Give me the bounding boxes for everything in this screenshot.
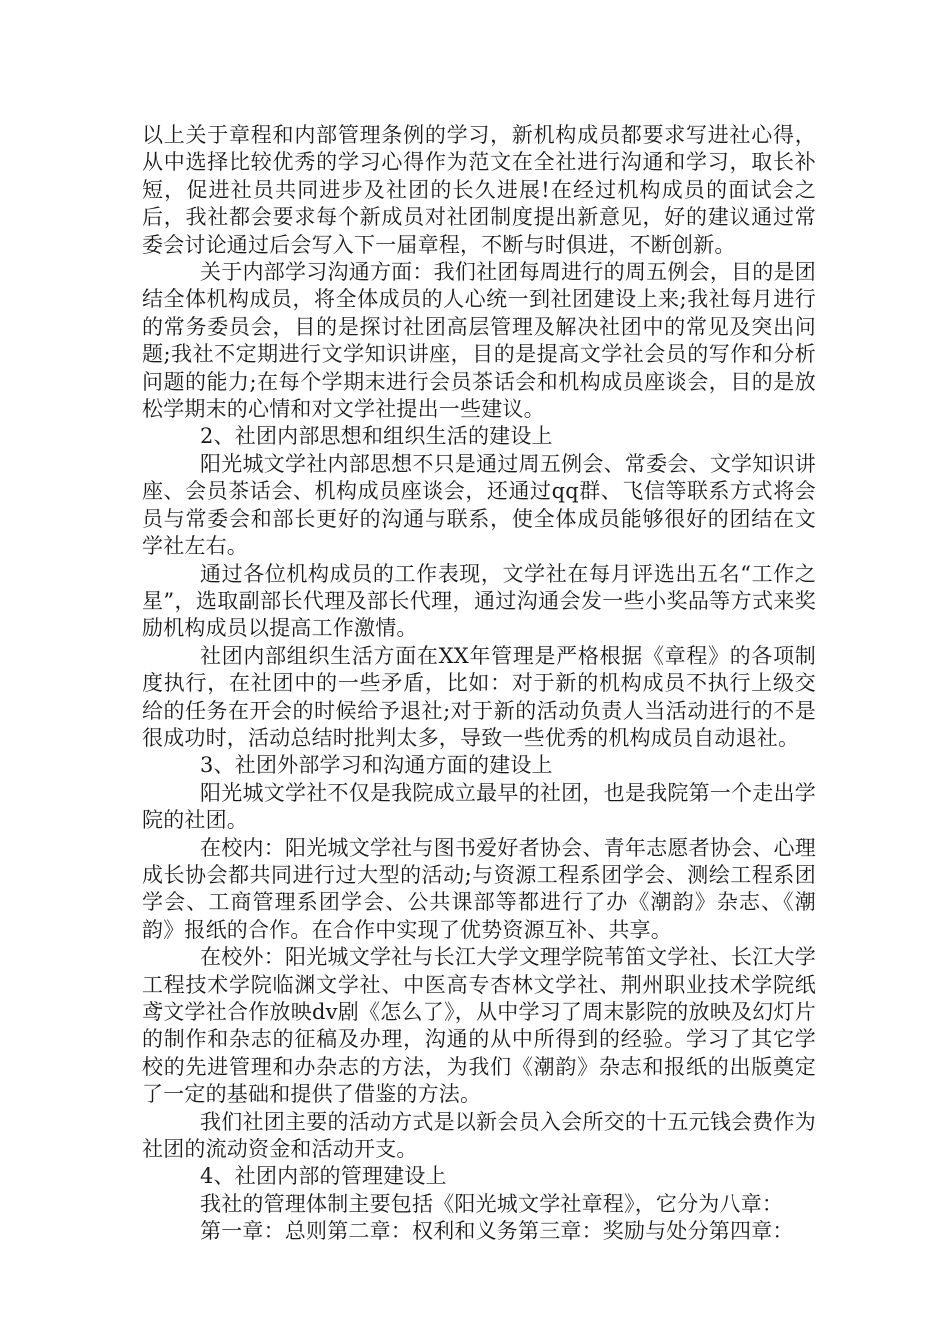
paragraph-3: 阳光城文学社内部思想不只是通过周五例会、常委会、文学知识讲座、会员茶话会、机构成员座谈会，还通过qq群、飞信等联系方式将会员与常委会和部长更好的沟通与联系，使全体成员能够很好的团结在文学社左右。 — [142, 451, 816, 559]
paragraph-4: 通过各位机构成员的工作表现，文学社在每月评选出五名“工作之星”，选取副部长代理及部长代理，通过沟通会发一些小奖品等方式来奖励机构成员以提高工作激情。 — [142, 561, 816, 641]
section-heading-2: 2、社团内部思想和组织生活的建设上 — [200, 424, 553, 449]
paragraph-1: 以上关于章程和内部管理条例的学习，新机构成员都要求写进社心得，从中选择比较优秀的学习心得作为范文在全社进行沟通和学习，取长补短，促进社员共同进步及社团的长久进展!在经过机构成员的面试会之后，我社都会要求每个新成员对社团制度提出新意见，好的建议通过常委会讨论通过后会写入下一届章程，不断与时俱进，不断创新。 — [142, 123, 816, 257]
paragraph-2: 关于内部学习沟通方面：我们社团每周进行的周五例会，目的是团结全体机构成员，将全体成员的人心统一到社团建设上来;我社每月进行的常务委员会，目的是探讨社团高层管理及解决社团中的常见及突出问题;我社不定期进行文学知识讲座，目的是提高文学社会员的写作和分析问题的能力;在每个学期末进行会员茶话会和机构成员座谈会，目的是放松学期末的心情和对文学社提出一些建议。 — [142, 260, 816, 422]
paragraph-9: 我们社团主要的活动方式是以新会员入会所交的十五元钱会费作为社团的流动资金和活动开支。 — [142, 1109, 816, 1162]
section-heading-3: 3、社团外部学习和沟通方面的建设上 — [200, 753, 553, 778]
paragraph-10: 我社的管理体制主要包括《阳光城文学社章程》，它分为八章： — [200, 1191, 784, 1216]
paragraph-5: 社团内部组织生活方面在XX年管理是严格根据《章程》的各项制度执行，在社团中的一些矛盾，比如：对于新的机构成员不执行上级交给的任务在开会的时候给予退社;对于新的活动负责人当活动进行的不是很成功时，活动总结时批判太多，导致一些优秀的机构成员自动退社。 — [142, 643, 816, 750]
paragraph-7: 在校内：阳光城文学社与图书爱好者协会、青年志愿者协会、心理成长协会都共同进行过大型的活动;与资源工程系团学会、测绘工程系团学会、工商管理系团学会、公共课部等都进行了办《潮韵》杂志、《潮韵》报纸的合作。在合作中实现了优势资源互补、共享。 — [142, 835, 816, 942]
paragraph-6: 阳光城文学社不仅是我院成立最早的社团，也是我院第一个走出学院的社团。 — [142, 780, 816, 833]
section-heading-4: 4、社团内部的管理建设上 — [200, 1164, 447, 1189]
paragraph-8: 在校外：阳光城文学社与长江大学文理学院苇笛文学社、长江大学工程技术学院临渊文学社、中医高专杏林文学社、荆州职业技术学院纸鸢文学社合作放映dv剧《怎么了》，从中学习了周末影院的放映及幻灯片的制作和杂志的征稿及办理，沟通的从中所得到的经验。学习了其它学校的先进管理和办杂志的方法，为我们《潮韵》杂志和报纸的出版奠定了一定的基础和提供了借鉴的方法。 — [142, 945, 816, 1107]
paragraph-11: 第一章：总则第二章：权利和义务第三章：奖励与处分第四章： — [200, 1219, 794, 1244]
document-body — [142, 122, 816, 1246]
